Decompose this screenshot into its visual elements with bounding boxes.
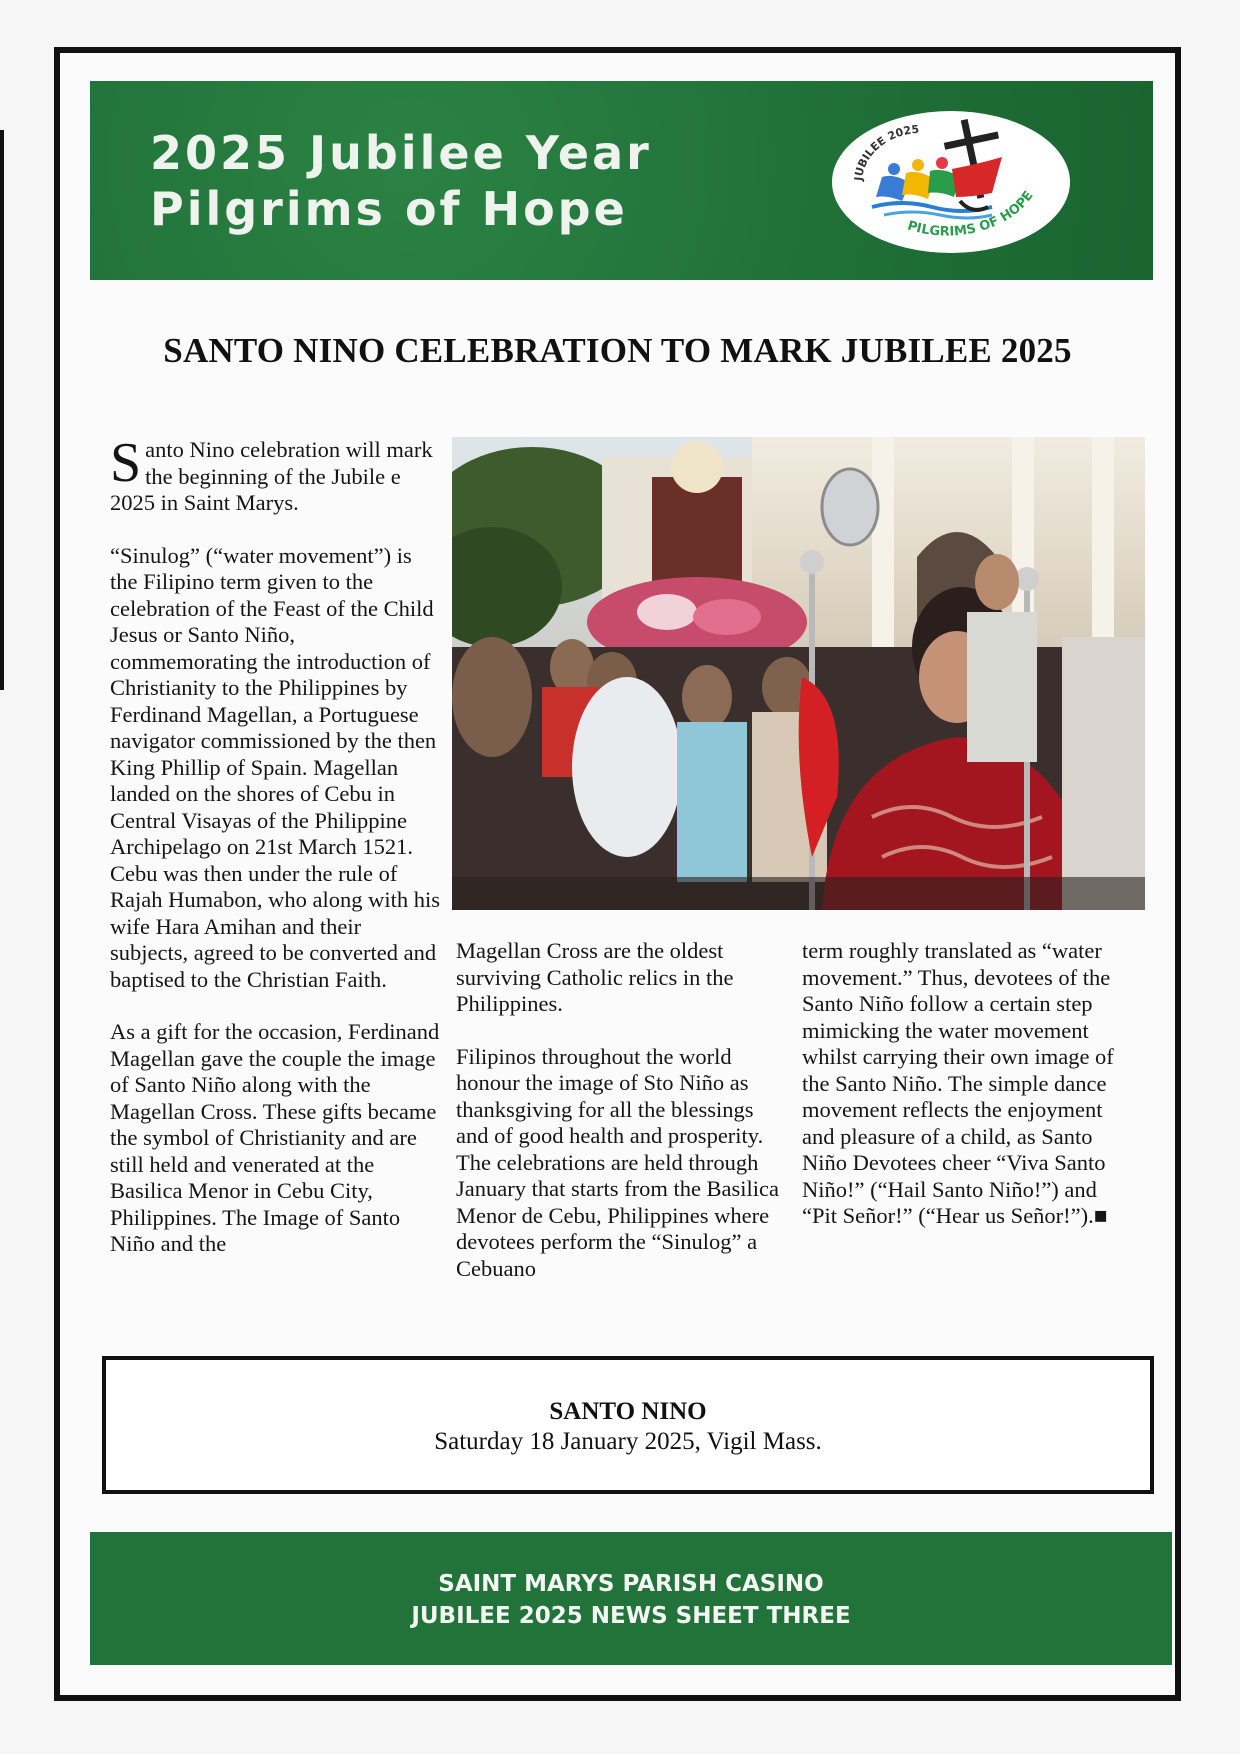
footer-banner [90,1532,1172,1665]
event-detail: Saturday 18 January 2025, Vigil Mass. [434,1428,822,1455]
event-title: SANTO NINO [549,1398,707,1425]
event-notice-box [102,1356,1154,1494]
intro-text: anto Nino celebration will mark the beginning of the Jubile e 2025 in Saint Marys. [110,437,433,515]
article-paragraph: “Sinulog” (“water movement”) is the Filipino term given to the celebration of the Feast of the Child Jesus or Santo Niño, commemorating the introduction of Christianity to the Philippines by Ferdinand Magellan, a Portuguese navigator commissioned by the then King Phillip of Spain. Magellan landed on the shores of Cebu in Central Visayas of the Philippine Archipelago on 21st March 1521. Cebu was then under the rule of Rajah Humabon, who along with his wife Hara Amihan and their subjects, agreed to be converted and baptised to the Christian Faith. [110,542,440,992]
article-column-2 [456,938,786,1308]
article-paragraph: Filipinos throughout the world honour the image of Sto Niño as thanksgiving for all the blessings and of good health and prosperity. The celebrations are held through January that starts from the Basilica Menor de Cebu, Philippines where devotees perform the “Sinulog” a Cebuano [456,1043,780,1281]
jubilee-logo [832,111,1070,253]
article-paragraph: Magellan Cross are the oldest surviving Catholic relics in the Philippines. [456,938,734,1016]
logo-bottom-text: PILGRIMS OF HOPE [905,188,1037,240]
article-headline: SANTO NINO CELEBRATION TO MARK JUBILEE 2025 [163,331,1072,370]
header-banner [90,81,1153,280]
drop-cap: S [110,432,142,494]
article-paragraph: term roughly translated as “water movement.” Thus, devotees of the Santo Niño follow a certain step mimicking the water movement whilst carrying their own image of the Santo Niño. The simple dance movement reflects the enjoyment and pleasure of a child, as Santo Niño Devotees cheer “Viva Santo Niño!” (“Hail Santo Niño!”) and “Pit Señor!” (“Hear us Señor!”).■ [802,938,1114,1228]
banner-title [150,125,652,237]
procession-photo [452,437,1145,910]
jubilee-logo-graphic [832,111,1070,253]
page-frame [54,47,1181,1701]
banner-title-line2: Pilgrims of Hope [150,182,628,236]
article-paragraph [110,432,440,517]
left-edge-strip [0,130,4,690]
article-column-1 [110,432,440,1284]
footer-line1: SAINT MARYS PARISH CASINO [438,1571,824,1597]
banner-title-line1: 2025 Jubilee Year [150,126,652,180]
footer-line2: JUBILEE 2025 NEWS SHEET THREE [411,1603,851,1629]
logo-top-text: JUBILEE 2025 [851,122,920,182]
procession-photo-image [452,437,1145,910]
article-paragraph: As a gift for the occasion, Ferdinand Magellan gave the couple the image of Santo Niño along with the Magellan Cross. These gifts became the symbol of Christianity and are still held and venerated at the Basilica Menor in Cebu City, Philippines. The Image of Santo Niño and the [110,1019,440,1256]
article-column-3 [802,938,1132,1256]
